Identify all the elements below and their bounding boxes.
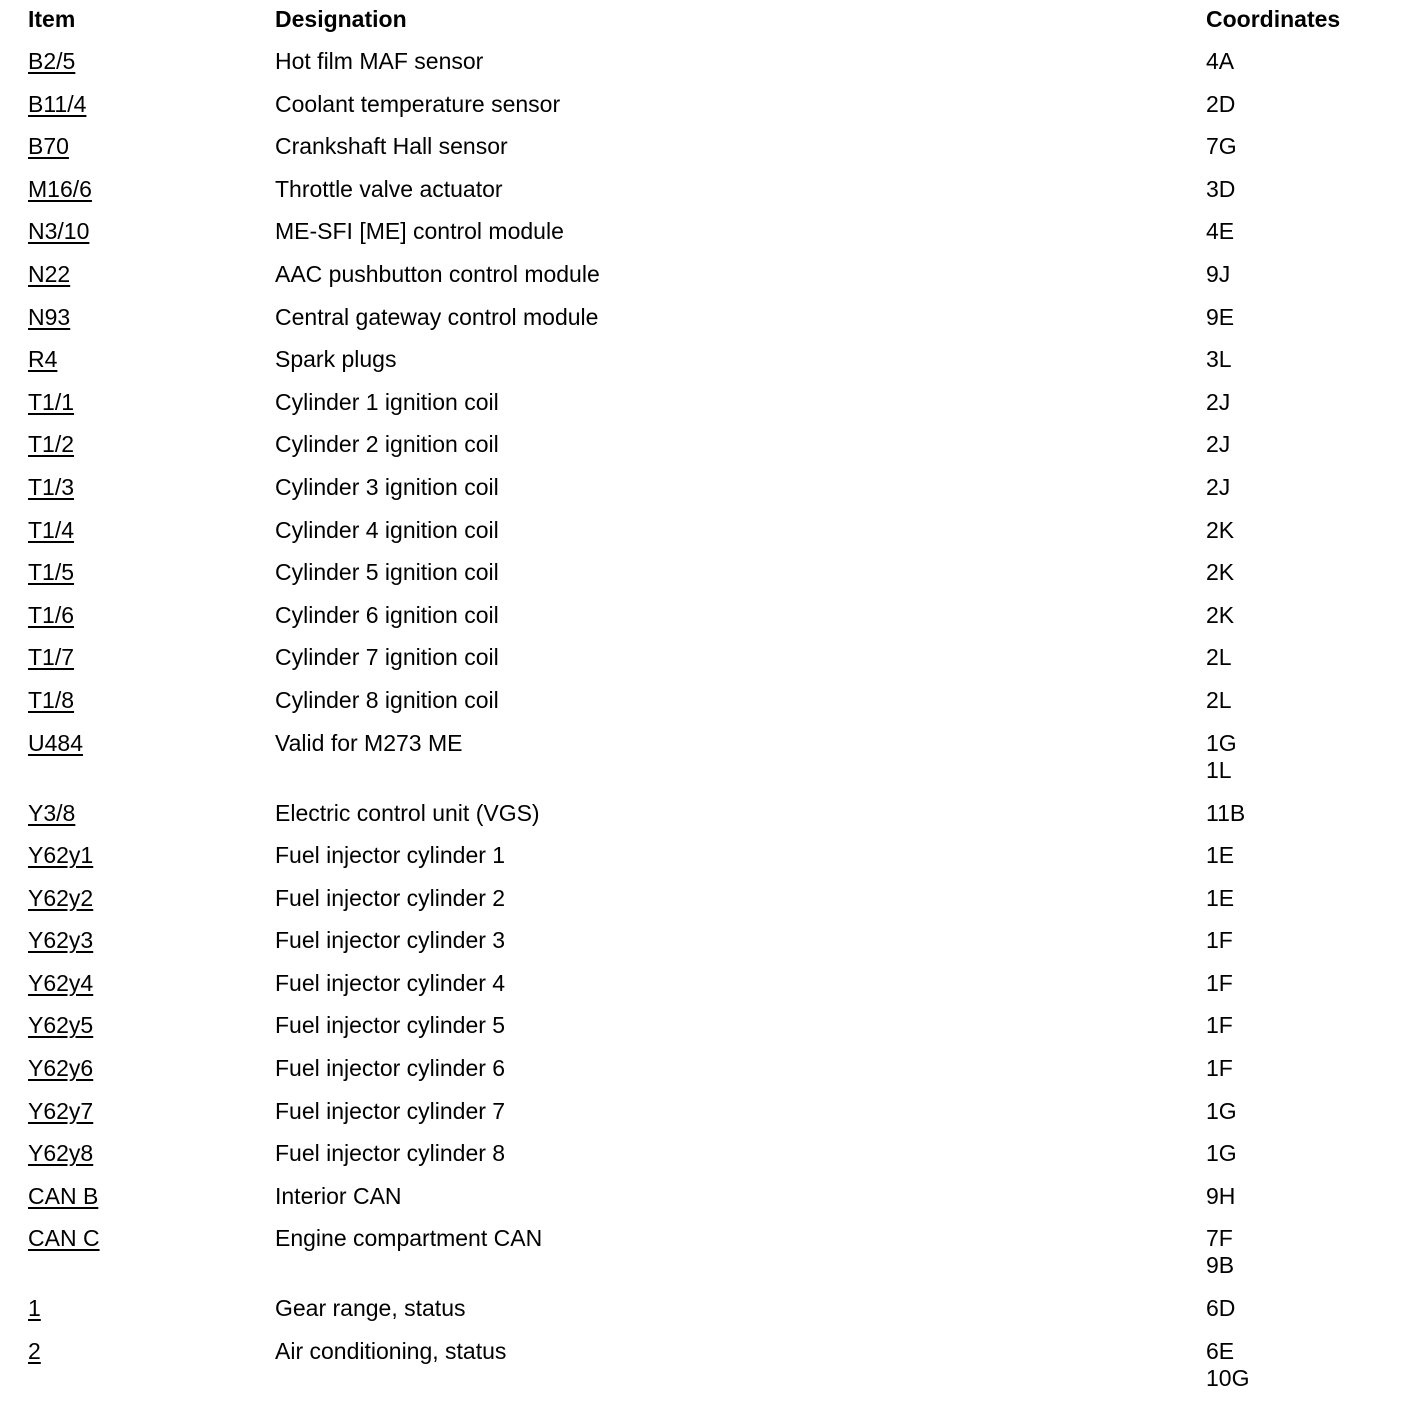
coordinate-value: 1F <box>1206 927 1233 954</box>
designation-cell: Cylinder 6 ignition coil <box>275 601 499 628</box>
table-row <box>28 644 1398 687</box>
table-row <box>28 261 1398 304</box>
coordinate-value: 1G <box>1206 1140 1237 1167</box>
designation-cell: Cylinder 8 ignition coil <box>275 686 499 713</box>
item-link[interactable]: CAN C <box>28 1225 100 1252</box>
item-link[interactable]: T1/7 <box>28 644 75 671</box>
item-link[interactable]: N93 <box>28 303 71 330</box>
coordinates-cell <box>1206 885 1398 912</box>
coordinates-cell <box>1206 927 1398 954</box>
coordinate-value: 4A <box>1206 48 1235 74</box>
coordinate-value: 2J <box>1206 431 1231 458</box>
coordinates-cell <box>1206 133 1398 160</box>
designation-cell: Cylinder 2 ignition coil <box>275 431 499 458</box>
designation-cell: Fuel injector cylinder 5 <box>275 1012 506 1039</box>
item-link[interactable]: T1/3 <box>28 473 75 500</box>
table-row <box>28 431 1398 474</box>
item-cell <box>28 970 275 997</box>
item-link[interactable]: Y62y7 <box>28 1097 94 1124</box>
table-row <box>28 176 1398 219</box>
coordinates-cell <box>1206 218 1398 245</box>
coordinate-value: 9J <box>1206 260 1231 287</box>
table-row <box>28 885 1398 928</box>
table-row <box>28 842 1398 885</box>
table-row <box>28 133 1398 176</box>
designation-cell: Cylinder 7 ignition coil <box>275 644 499 671</box>
coordinate-value: 9E <box>1206 303 1235 330</box>
item-cell <box>28 474 275 501</box>
table-row <box>28 1338 1398 1408</box>
component-legend-table <box>28 6 1398 1408</box>
item-link[interactable]: U484 <box>28 729 83 756</box>
designation-cell: Crankshaft Hall sensor <box>275 133 508 160</box>
coordinate-value: 2L <box>1206 686 1232 713</box>
table-row <box>28 1012 1398 1055</box>
table-header <box>28 6 1398 48</box>
coordinate-value: 11B <box>1206 799 1246 826</box>
coordinates-cell <box>1206 687 1398 714</box>
item-cell <box>28 1295 275 1322</box>
coordinate-value: 7F <box>1206 1225 1233 1252</box>
item-cell <box>28 346 275 373</box>
designation-cell: Fuel injector cylinder 4 <box>275 969 506 996</box>
item-link[interactable]: Y62y3 <box>28 927 94 954</box>
coordinates-cell <box>1206 842 1398 869</box>
table-row <box>28 346 1398 389</box>
designation-cell: Central gateway control module <box>275 303 599 330</box>
item-cell <box>28 389 275 416</box>
designation-cell: Cylinder 1 ignition coil <box>275 388 499 415</box>
coordinate-value: 1G <box>1206 1097 1237 1124</box>
coordinates-cell <box>1206 800 1398 827</box>
table-row <box>28 970 1398 1013</box>
item-link[interactable]: B2/5 <box>28 48 76 74</box>
table-row <box>28 91 1398 134</box>
coordinates-cell <box>1206 304 1398 331</box>
item-cell <box>28 176 275 203</box>
coordinate-value: 2K <box>1206 516 1235 543</box>
designation-cell: Engine compartment CAN <box>275 1225 543 1252</box>
coordinate-value: 10G <box>1206 1365 1250 1392</box>
item-link[interactable]: R4 <box>28 346 58 373</box>
designation-cell: Gear range, status <box>275 1295 466 1322</box>
item-link[interactable]: T1/4 <box>28 516 75 543</box>
coordinate-value: 2K <box>1206 601 1235 628</box>
item-cell <box>28 1183 275 1210</box>
coordinates-cell <box>1206 1098 1398 1125</box>
coordinate-value: 2L <box>1206 644 1232 671</box>
item-cell <box>28 48 275 75</box>
item-link[interactable]: B11/4 <box>28 90 87 117</box>
coordinate-value: 1F <box>1206 1012 1233 1039</box>
designation-cell: Air conditioning, status <box>275 1338 507 1365</box>
coordinates-cell <box>1206 389 1398 416</box>
item-cell <box>28 1140 275 1167</box>
item-cell <box>28 842 275 869</box>
item-link[interactable]: N3/10 <box>28 218 90 245</box>
table-body <box>28 48 1398 1408</box>
coordinates-cell <box>1206 474 1398 501</box>
coordinates-cell <box>1206 91 1398 118</box>
designation-cell: Fuel injector cylinder 6 <box>275 1055 506 1082</box>
table-row <box>28 800 1398 843</box>
item-cell <box>28 730 275 757</box>
table-row <box>28 1098 1398 1141</box>
item-cell <box>28 1055 275 1082</box>
item-link[interactable]: Y62y6 <box>28 1055 94 1082</box>
item-link[interactable]: Y62y1 <box>28 842 94 869</box>
designation-cell: Throttle valve actuator <box>275 175 503 202</box>
designation-cell: Hot film MAF sensor <box>275 48 484 74</box>
coordinates-cell <box>1206 48 1398 75</box>
table-row <box>28 218 1398 261</box>
item-cell <box>28 927 275 954</box>
item-cell <box>28 559 275 586</box>
table-row <box>28 559 1398 602</box>
designation-cell: Electric control unit (VGS) <box>275 799 540 826</box>
header-designation: Designation <box>275 6 407 32</box>
coordinates-cell <box>1206 517 1398 544</box>
designation-cell: Cylinder 4 ignition coil <box>275 516 499 543</box>
coordinate-value: 1G <box>1206 729 1237 756</box>
header-coordinates: Coordinates <box>1206 6 1341 32</box>
coordinate-value: 2J <box>1206 388 1231 415</box>
coordinates-cell <box>1206 176 1398 203</box>
item-cell <box>28 304 275 331</box>
coordinate-value: 2D <box>1206 90 1236 117</box>
item-link[interactable]: M16/6 <box>28 175 92 202</box>
coordinate-value: 1F <box>1206 1055 1233 1082</box>
item-link[interactable]: T1/1 <box>28 388 75 415</box>
table-row <box>28 304 1398 347</box>
designation-cell: Fuel injector cylinder 8 <box>275 1140 506 1167</box>
coordinates-cell <box>1206 346 1398 373</box>
item-link[interactable]: Y62y4 <box>28 969 94 996</box>
table-row <box>28 687 1398 730</box>
coordinate-value: 6D <box>1206 1295 1236 1322</box>
item-link[interactable]: Y62y2 <box>28 884 94 911</box>
table-row <box>28 48 1398 91</box>
designation-cell: ME-SFI [ME] control module <box>275 218 564 245</box>
item-cell <box>28 800 275 827</box>
designation-cell: Coolant temperature sensor <box>275 90 561 117</box>
item-link[interactable]: T1/2 <box>28 431 75 458</box>
table-row <box>28 474 1398 517</box>
coordinates-cell <box>1206 1183 1398 1210</box>
table-row <box>28 927 1398 970</box>
coordinates-cell <box>1206 1338 1398 1392</box>
item-cell <box>28 1225 275 1252</box>
designation-cell: AAC pushbutton control module <box>275 260 600 287</box>
item-cell <box>28 644 275 671</box>
coordinates-cell <box>1206 559 1398 586</box>
item-cell <box>28 602 275 629</box>
coordinates-cell <box>1206 970 1398 997</box>
coordinates-cell <box>1206 730 1398 784</box>
item-cell <box>28 91 275 118</box>
coordinates-cell <box>1206 1295 1398 1322</box>
table-row <box>28 602 1398 645</box>
coordinate-value: 1F <box>1206 969 1233 996</box>
item-link[interactable]: T1/8 <box>28 686 75 713</box>
coordinates-cell <box>1206 1055 1398 1082</box>
coordinate-value: 9B <box>1206 1252 1235 1279</box>
item-cell <box>28 1098 275 1125</box>
designation-cell: Fuel injector cylinder 2 <box>275 884 506 911</box>
item-cell <box>28 1338 275 1365</box>
table-row <box>28 1055 1398 1098</box>
designation-cell: Cylinder 5 ignition coil <box>275 559 499 586</box>
item-cell <box>28 431 275 458</box>
item-link[interactable]: T1/6 <box>28 601 75 628</box>
table-row <box>28 1140 1398 1183</box>
designation-cell: Fuel injector cylinder 3 <box>275 927 506 954</box>
coordinates-cell <box>1206 261 1398 288</box>
coordinate-value: 7G <box>1206 133 1237 160</box>
item-link[interactable]: Y62y5 <box>28 1012 94 1039</box>
item-cell <box>28 133 275 160</box>
coordinates-cell <box>1206 644 1398 671</box>
item-cell <box>28 261 275 288</box>
header-item: Item <box>28 6 76 32</box>
coordinates-cell <box>1206 1140 1398 1167</box>
designation-cell: Interior CAN <box>275 1182 402 1209</box>
table-row <box>28 1183 1398 1226</box>
table-row <box>28 730 1398 800</box>
coordinates-cell <box>1206 1225 1398 1279</box>
coordinate-value: 9H <box>1206 1182 1236 1209</box>
coordinates-cell <box>1206 1012 1398 1039</box>
coordinate-value: 1L <box>1206 756 1232 783</box>
coordinate-value: 3D <box>1206 175 1236 202</box>
coordinate-value: 1E <box>1206 842 1235 869</box>
item-link[interactable]: B70 <box>28 133 69 160</box>
item-cell <box>28 517 275 544</box>
item-cell <box>28 218 275 245</box>
coordinates-cell <box>1206 602 1398 629</box>
coordinate-value: 1E <box>1206 884 1235 911</box>
item-link[interactable]: 2 <box>28 1338 41 1365</box>
coordinate-value: 2K <box>1206 559 1235 586</box>
designation-cell: Fuel injector cylinder 7 <box>275 1097 506 1124</box>
table-row <box>28 389 1398 432</box>
item-link[interactable]: Y62y8 <box>28 1140 94 1167</box>
item-cell <box>28 687 275 714</box>
item-link[interactable]: T1/5 <box>28 559 75 586</box>
designation-cell: Cylinder 3 ignition coil <box>275 473 499 500</box>
coordinate-value: 4E <box>1206 218 1235 245</box>
coordinate-value: 6E <box>1206 1338 1235 1365</box>
item-cell <box>28 885 275 912</box>
item-link[interactable]: Y3/8 <box>28 799 76 826</box>
designation-cell: Valid for M273 ME <box>275 729 463 756</box>
item-link[interactable]: N22 <box>28 260 71 287</box>
table-row <box>28 1295 1398 1338</box>
designation-cell: Spark plugs <box>275 346 397 373</box>
coordinate-value: 2J <box>1206 473 1231 500</box>
coordinate-value: 3L <box>1206 346 1232 373</box>
table-row <box>28 517 1398 560</box>
table-row <box>28 1225 1398 1295</box>
item-link[interactable]: CAN B <box>28 1182 99 1209</box>
item-link[interactable]: 1 <box>28 1295 41 1322</box>
designation-cell: Fuel injector cylinder 1 <box>275 842 506 869</box>
item-cell <box>28 1012 275 1039</box>
coordinates-cell <box>1206 431 1398 458</box>
